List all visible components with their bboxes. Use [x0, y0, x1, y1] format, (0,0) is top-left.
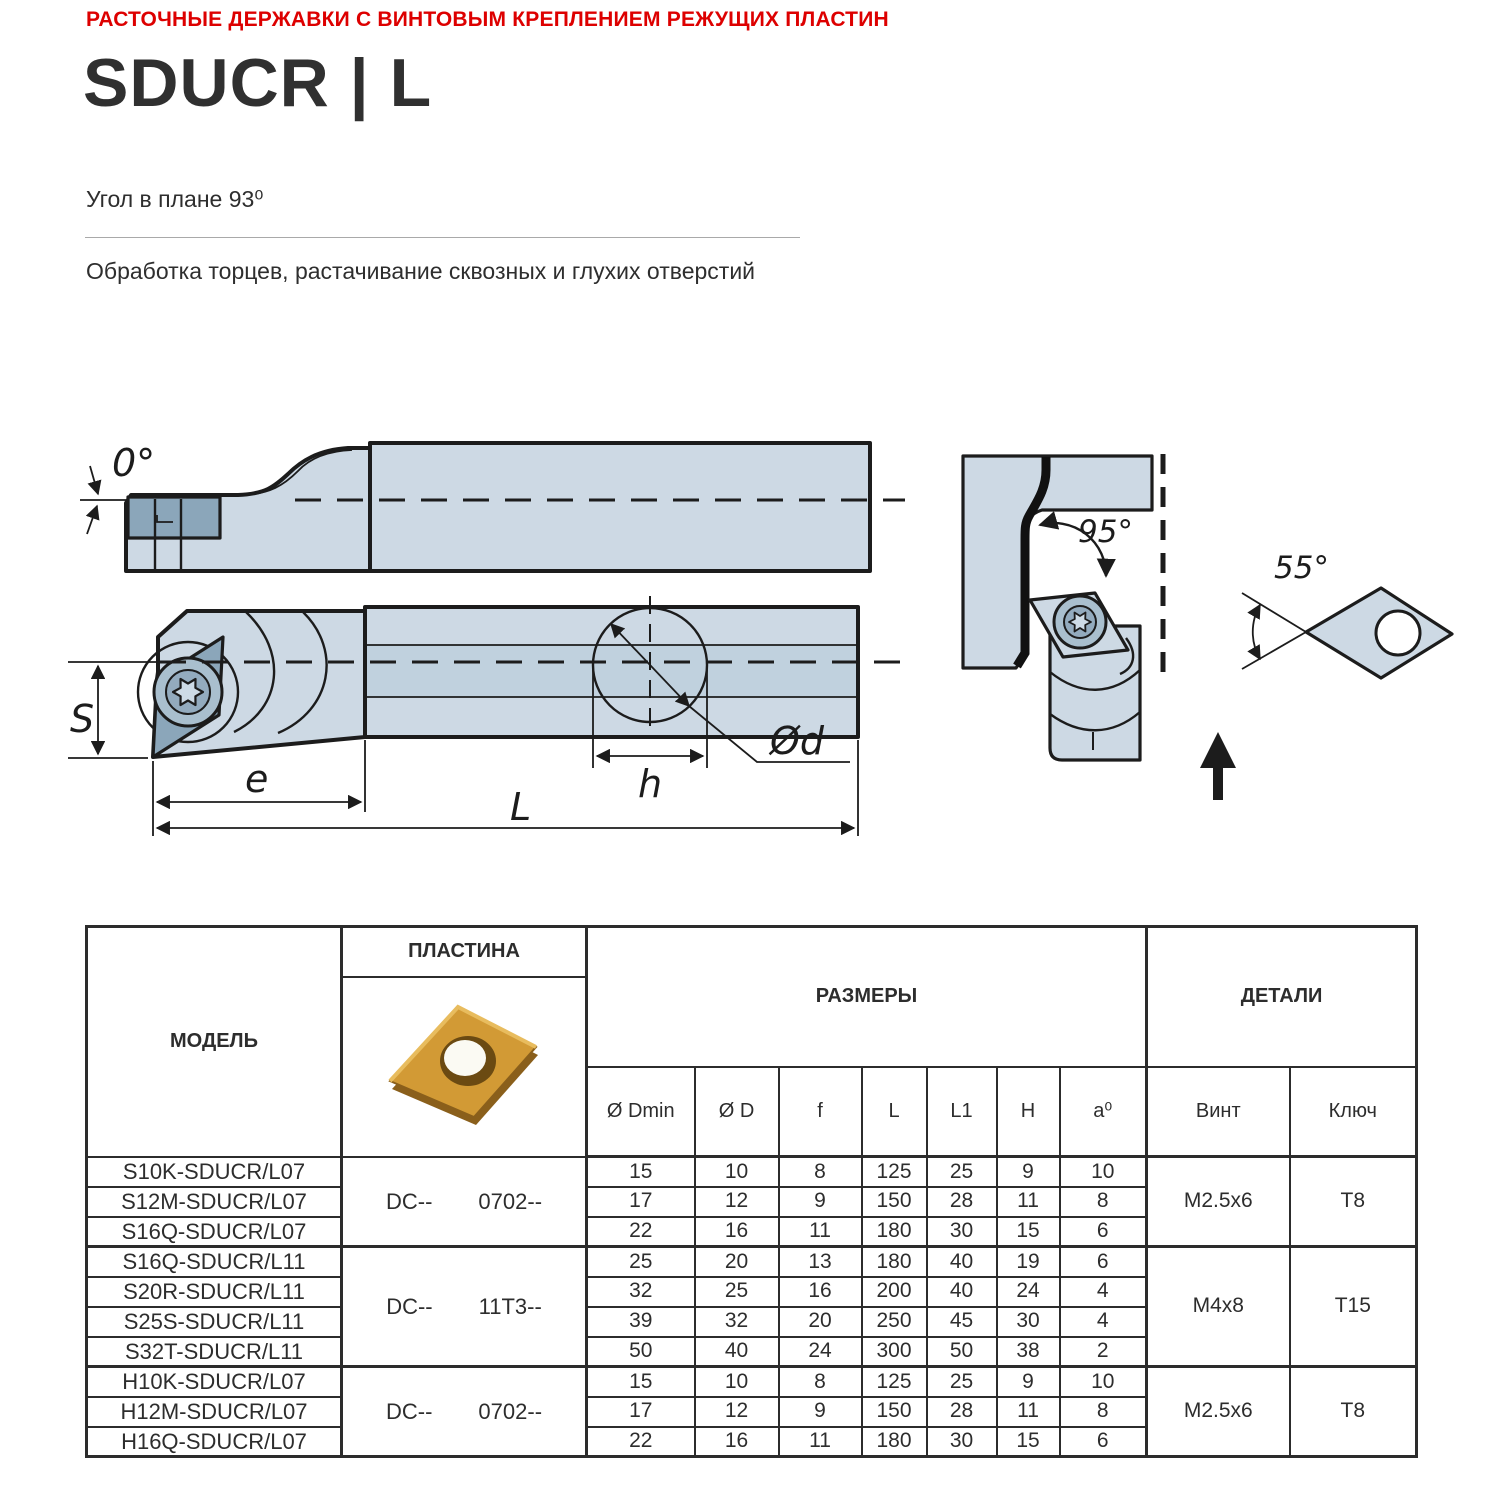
- dim-cell: 17: [587, 1187, 695, 1217]
- insert-code-size: 11T3--: [478, 1293, 542, 1319]
- dim-cell: 2: [1060, 1337, 1147, 1367]
- plan-angle-subtitle: Угол в плане 93⁰: [86, 186, 264, 212]
- dim-cell: 6: [1060, 1247, 1147, 1277]
- table-row: [87, 1367, 1417, 1397]
- dim-cell: 12: [695, 1187, 779, 1217]
- dim-cell: 28: [927, 1397, 997, 1427]
- col-header-model: МОДЕЛЬ: [87, 927, 342, 1157]
- page-title: SDUCR | L: [83, 45, 433, 121]
- dim-cell: 9: [779, 1397, 862, 1427]
- rake-angle-label: 0°: [112, 441, 156, 485]
- main-technical-drawing: [60, 400, 940, 870]
- dim-cell: 13: [779, 1247, 862, 1277]
- dim-cell: 20: [779, 1307, 862, 1337]
- col-header-key: Ключ: [1290, 1067, 1417, 1157]
- col-header-f: f: [779, 1067, 862, 1157]
- feed-direction-arrow-icon: [1200, 732, 1236, 800]
- col-header-l: L: [862, 1067, 927, 1157]
- dim-cell: 10: [1060, 1367, 1147, 1397]
- key-cell: T15: [1290, 1247, 1417, 1367]
- dim-cell: 15: [587, 1157, 695, 1187]
- dim-cell: 8: [1060, 1187, 1147, 1217]
- dim-cell: 10: [695, 1367, 779, 1397]
- dim-cell: 19: [997, 1247, 1060, 1277]
- model-cell: H16Q-SDUCR/L07: [87, 1427, 342, 1457]
- dim-cell: 9: [779, 1187, 862, 1217]
- top-view: [80, 441, 905, 571]
- dim-cell: 10: [1060, 1157, 1147, 1187]
- dim-cell: 25: [587, 1247, 695, 1277]
- insert-hole: [1376, 611, 1420, 655]
- dim-cell: 15: [997, 1217, 1060, 1247]
- dim-cell: 24: [779, 1337, 862, 1367]
- dim-cell: 25: [695, 1277, 779, 1307]
- dim-cell: 50: [587, 1337, 695, 1367]
- model-cell: S20R-SDUCR/L11: [87, 1277, 342, 1307]
- model-cell: S32T-SDUCR/L11: [87, 1337, 342, 1367]
- dim-cell: 28: [927, 1187, 997, 1217]
- bottom-view: [68, 596, 910, 836]
- col-header-h: H: [997, 1067, 1060, 1157]
- dim-label-h: h: [638, 762, 663, 806]
- dim-cell: 24: [997, 1277, 1060, 1307]
- insert-code-cell: [342, 1247, 587, 1367]
- dim-cell: 4: [1060, 1307, 1147, 1337]
- table-row: [87, 1247, 1417, 1277]
- dim-cell: 39: [587, 1307, 695, 1337]
- dim-cell: 125: [862, 1367, 927, 1397]
- insert-code-cell: [342, 1157, 587, 1247]
- insert-code-size: 0702--: [478, 1188, 543, 1214]
- dim-cell: 11: [997, 1187, 1060, 1217]
- insert-angle-label: 55°: [1274, 550, 1329, 586]
- dim-cell: 9: [997, 1157, 1060, 1187]
- spec-table: [85, 925, 1418, 1458]
- dim-cell: 8: [779, 1367, 862, 1397]
- col-header-a: a⁰: [1060, 1067, 1147, 1157]
- dim-cell: 17: [587, 1397, 695, 1427]
- dim-label-l: L: [510, 785, 532, 829]
- insert-photo-cell: [342, 977, 587, 1157]
- dim-cell: 16: [779, 1277, 862, 1307]
- dim-cell: 4: [1060, 1277, 1147, 1307]
- insert-code-cell: [342, 1367, 587, 1457]
- dim-cell: 200: [862, 1277, 927, 1307]
- dim-cell: 250: [862, 1307, 927, 1337]
- table-row: [87, 1157, 1417, 1187]
- dim-label-od: Ød: [770, 719, 825, 763]
- dim-cell: 16: [695, 1427, 779, 1457]
- screw-cell: M2.5x6: [1147, 1367, 1290, 1457]
- dim-cell: 22: [587, 1217, 695, 1247]
- insert-code-prefix: DC--: [385, 1398, 433, 1424]
- dim-cell: 40: [927, 1277, 997, 1307]
- dim-label-e: e: [245, 757, 269, 801]
- insert-code-prefix: DC--: [385, 1188, 433, 1214]
- dim-cell: 20: [695, 1247, 779, 1277]
- dim-cell: 180: [862, 1247, 927, 1277]
- insert-code-size: 0702--: [478, 1398, 543, 1424]
- col-header-d: Ø D: [695, 1067, 779, 1157]
- dim-cell: 10: [695, 1157, 779, 1187]
- insert-55-degree: [1242, 550, 1452, 678]
- external-toolholder: [1030, 593, 1140, 760]
- dim-cell: 11: [779, 1427, 862, 1457]
- model-cell: H12M-SDUCR/L07: [87, 1397, 342, 1427]
- model-cell: S16Q-SDUCR/L07: [87, 1217, 342, 1247]
- dim-cell: 8: [779, 1157, 862, 1187]
- dim-cell: 16: [695, 1217, 779, 1247]
- insert-photo: [378, 989, 550, 1139]
- dim-cell: 8: [1060, 1397, 1147, 1427]
- dim-cell: 9: [997, 1367, 1060, 1397]
- approach-angle-label: 95°: [1078, 514, 1133, 550]
- dim-cell: 150: [862, 1397, 927, 1427]
- dim-cell: 6: [1060, 1427, 1147, 1457]
- col-group-details: ДЕТАЛИ: [1147, 927, 1417, 1067]
- screw-cell: M4x8: [1147, 1247, 1290, 1367]
- dim-cell: 30: [927, 1217, 997, 1247]
- dim-cell: 125: [862, 1157, 927, 1187]
- dim-cell: 11: [997, 1397, 1060, 1427]
- dim-cell: 300: [862, 1337, 927, 1367]
- page-description: Обработка торцев, растачивание сквозных и глухих отверстий: [86, 258, 756, 284]
- model-cell: S12M-SDUCR/L07: [87, 1187, 342, 1217]
- col-header-l1: L1: [927, 1067, 997, 1157]
- dim-cell: 25: [927, 1367, 997, 1397]
- dim-cell: 25: [927, 1157, 997, 1187]
- model-cell: S25S-SDUCR/L11: [87, 1307, 342, 1337]
- dim-cell: 180: [862, 1427, 927, 1457]
- dim-cell: 50: [927, 1337, 997, 1367]
- col-header-insert: ПЛАСТИНА: [342, 927, 587, 977]
- dim-cell: 11: [779, 1217, 862, 1247]
- dim-cell: 22: [587, 1427, 695, 1457]
- secondary-drawing: [930, 410, 1490, 800]
- key-cell: T8: [1290, 1157, 1417, 1247]
- dim-cell: 30: [997, 1307, 1060, 1337]
- dim-cell: 12: [695, 1397, 779, 1427]
- col-header-screw: Винт: [1147, 1067, 1290, 1157]
- model-cell: S10K-SDUCR/L07: [87, 1157, 342, 1187]
- model-cell: H10K-SDUCR/L07: [87, 1367, 342, 1397]
- dim-cell: 32: [587, 1277, 695, 1307]
- col-header-dmin: Ø Dmin: [587, 1067, 695, 1157]
- dim-cell: 180: [862, 1217, 927, 1247]
- dim-cell: 40: [695, 1337, 779, 1367]
- dim-cell: 38: [997, 1337, 1060, 1367]
- insert-code-prefix: DC--: [386, 1293, 433, 1319]
- dim-cell: 32: [695, 1307, 779, 1337]
- divider-line: [85, 237, 800, 238]
- key-cell: T8: [1290, 1367, 1417, 1457]
- dim-cell: 6: [1060, 1217, 1147, 1247]
- dim-cell: 45: [927, 1307, 997, 1337]
- dim-cell: 15: [997, 1427, 1060, 1457]
- dim-label-s: S: [70, 697, 95, 741]
- page-eyebrow: РАСТОЧНЫЕ ДЕРЖАВКИ С ВИНТОВЫМ КРЕПЛЕНИЕМ РЕЖУЩИХ ПЛАСТИН: [86, 8, 889, 31]
- col-group-sizes: РАЗМЕРЫ: [587, 927, 1147, 1067]
- dim-cell: 15: [587, 1367, 695, 1397]
- model-cell: S16Q-SDUCR/L11: [87, 1247, 342, 1277]
- screw-cell: M2.5x6: [1147, 1157, 1290, 1247]
- dim-cell: 150: [862, 1187, 927, 1217]
- dim-cell: 30: [927, 1427, 997, 1457]
- dim-cell: 40: [927, 1247, 997, 1277]
